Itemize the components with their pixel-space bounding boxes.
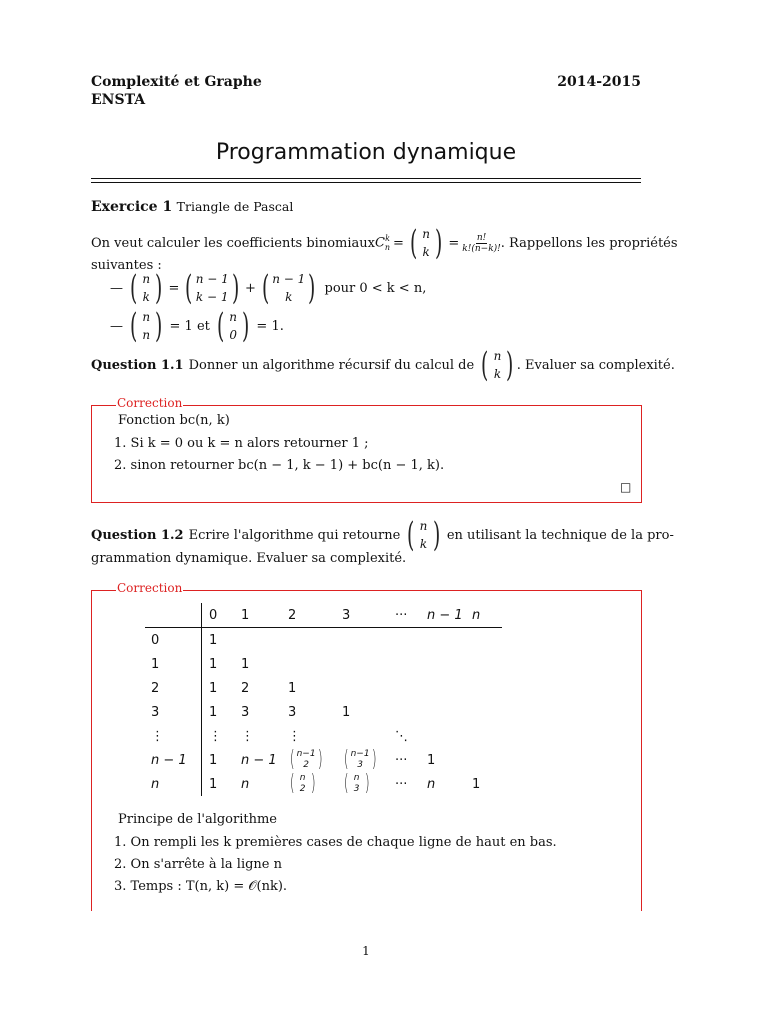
exercise-heading bbox=[91, 199, 293, 215]
row-label: n bbox=[145, 772, 202, 796]
table-cell: 1 bbox=[427, 752, 436, 768]
exercise-subtitle: Triangle de Pascal bbox=[176, 199, 294, 214]
table-cell bbox=[388, 652, 420, 676]
table-cell bbox=[281, 652, 335, 676]
question-1-1-label: Question 1.1 bbox=[91, 357, 184, 373]
row-label: n − 1 bbox=[145, 748, 202, 772]
intro-line-2: suivantes : bbox=[91, 258, 162, 273]
table-header-cell: 3 bbox=[335, 603, 388, 628]
intro-line: On veut calculer les coefficients binomiaux $C_n^k$ = ( n k ) = $\frac{n!}{k!(n-k)!}$ . Rappellons les propriétés bbox=[91, 223, 678, 263]
correction-1-steps bbox=[114, 433, 444, 477]
table-cell bbox=[465, 748, 502, 772]
table-cell bbox=[234, 628, 281, 653]
table-header-cell: n − 1 bbox=[420, 603, 465, 628]
intro-text: On veut calculer les coefficients binomiaux bbox=[91, 235, 375, 251]
table-cell: 3 bbox=[241, 704, 250, 720]
table-row bbox=[145, 724, 502, 748]
table-cell-binomial: ( n−1 3 ) bbox=[343, 747, 377, 772]
table-cell: 2 bbox=[241, 680, 250, 696]
row-label: 0 bbox=[145, 628, 202, 653]
correction-label-1: Correction bbox=[117, 396, 183, 410]
table-cell bbox=[465, 724, 502, 748]
table-cell-binomial: ( n−1 2 ) bbox=[289, 747, 323, 772]
question-1-2-text: Ecrire l'algorithme qui retourne bbox=[188, 527, 401, 543]
table-cell: ⋮ bbox=[288, 728, 301, 744]
table-row bbox=[145, 676, 502, 700]
intro-text-end: . Rappellons les propriétés bbox=[500, 235, 678, 251]
property-2-end: = 1. bbox=[256, 318, 284, 334]
table-cell: ⋮ bbox=[209, 728, 222, 744]
table-cell-binomial: ( n 2 ) bbox=[289, 771, 316, 796]
question-1-1: Question 1.1 Donner un algorithme récursif du calcul de ( n k ) . Evaluer sa complexité. bbox=[91, 345, 675, 385]
table-cell: ··· bbox=[395, 752, 408, 768]
table-header-cell: ··· bbox=[388, 603, 420, 628]
qed-symbol: □ bbox=[620, 480, 632, 494]
title-rule-bottom bbox=[91, 182, 641, 183]
function-signature: Fonction bc(n, k) bbox=[118, 413, 230, 428]
principle-step: 1. On rempli les k premières cases de chaque ligne de haut en bas. bbox=[114, 835, 557, 850]
table-cell bbox=[335, 676, 388, 700]
table-cell bbox=[420, 724, 465, 748]
table-cell bbox=[420, 676, 465, 700]
page-title: Programmation dynamique bbox=[215, 140, 517, 165]
property-1: — ( n k ) = ( n − 1 k − 1 ) + ( n − 1 k ) pour 0 < k < n, bbox=[110, 268, 427, 308]
table-cell: 1 bbox=[241, 656, 250, 672]
table-cell: ⋱ bbox=[395, 728, 408, 744]
property-2-middle: = 1 et bbox=[169, 318, 210, 334]
table-cell bbox=[335, 628, 388, 653]
table-cell: 1 bbox=[342, 704, 351, 720]
binomial-notation: $C_n^k$ bbox=[374, 234, 391, 252]
binomial-n-k: ( n k ) bbox=[409, 223, 443, 263]
pascal-table bbox=[145, 603, 502, 796]
table-cell bbox=[388, 676, 420, 700]
pascal-table-wrap bbox=[145, 603, 502, 796]
question-1-2-end: en utilisant la technique de la pro- bbox=[446, 527, 674, 543]
principle-step: 3. Temps : T(n, k) = 𝒪(nk). bbox=[114, 879, 288, 894]
question-1-2: Question 1.2 Ecrire l'algorithme qui retourne ( n k ) en utilisant la technique de la pro- bbox=[91, 515, 674, 555]
table-row bbox=[145, 748, 502, 772]
table-cell: 1 bbox=[209, 704, 218, 720]
table-cell: ··· bbox=[395, 776, 408, 792]
principle-step: 2. On s'arrête à la ligne n bbox=[114, 857, 282, 872]
table-cell: 1 bbox=[472, 776, 481, 792]
table-cell bbox=[465, 628, 502, 653]
table-header-cell: n bbox=[465, 603, 502, 628]
question-1-1-end: . Evaluer sa complexité. bbox=[516, 357, 675, 373]
table-cell: n bbox=[241, 776, 250, 792]
course-name: Complexité et Graphe bbox=[91, 74, 262, 90]
property-1-condition: pour 0 < k < n, bbox=[324, 280, 427, 296]
table-cell: 1 bbox=[209, 752, 218, 768]
table-cell bbox=[335, 724, 388, 748]
row-label: 1 bbox=[145, 652, 202, 676]
table-cell bbox=[420, 700, 465, 724]
table-cell bbox=[420, 652, 465, 676]
table-header-cell: 2 bbox=[281, 603, 335, 628]
question-1-1-text: Donner un algorithme récursif du calcul de bbox=[188, 357, 475, 373]
row-label: ⋮ bbox=[145, 724, 202, 748]
property-2: — ( n n ) = 1 et ( n 0 ) = 1. bbox=[110, 306, 284, 346]
table-cell: 1 bbox=[209, 680, 218, 696]
principle-steps bbox=[114, 832, 557, 898]
table-cell bbox=[388, 628, 420, 653]
school-name: ENSTA bbox=[91, 92, 146, 108]
title-rule-top bbox=[91, 178, 641, 179]
table-cell bbox=[465, 652, 502, 676]
exercise-label: Exercice 1 bbox=[91, 199, 173, 215]
table-cell: ⋮ bbox=[241, 728, 254, 744]
table-header-cell: 0 bbox=[202, 603, 235, 628]
table-cell bbox=[465, 676, 502, 700]
table-cell: 1 bbox=[209, 632, 218, 648]
table-cell bbox=[420, 628, 465, 653]
table-cell: 1 bbox=[209, 776, 218, 792]
question-1-2-label: Question 1.2 bbox=[91, 527, 184, 543]
table-cell-binomial: ( n 3 ) bbox=[343, 771, 370, 796]
principle-title: Principe de l'algorithme bbox=[118, 812, 278, 827]
row-label: 2 bbox=[145, 676, 202, 700]
page-number: 1 bbox=[362, 944, 370, 958]
correction-1-step: 1. Si k = 0 ou k = n alors retourner 1 ; bbox=[114, 436, 369, 451]
table-cell bbox=[335, 652, 388, 676]
table-row bbox=[145, 628, 502, 653]
table-row bbox=[145, 700, 502, 724]
table-cell: 1 bbox=[209, 656, 218, 672]
table-row bbox=[145, 772, 502, 796]
academic-year: 2014-2015 bbox=[557, 74, 641, 90]
table-header-row bbox=[145, 603, 502, 628]
table-cell: n bbox=[427, 776, 436, 792]
table-cell: n − 1 bbox=[241, 752, 277, 768]
factorial-fraction: $\frac{n!}{k!(n-k)!}$ bbox=[462, 232, 501, 254]
table-cell bbox=[281, 628, 335, 653]
row-label: 3 bbox=[145, 700, 202, 724]
table-row bbox=[145, 652, 502, 676]
correction-label-2: Correction bbox=[117, 581, 183, 595]
table-header-cell: 1 bbox=[234, 603, 281, 628]
table-cell: 3 bbox=[288, 704, 297, 720]
table-cell bbox=[388, 700, 420, 724]
table-cell bbox=[465, 700, 502, 724]
table-cell: 1 bbox=[288, 680, 297, 696]
correction-1-step: 2. sinon retourner bc(n − 1, k − 1) + bc(n − 1, k). bbox=[114, 458, 445, 473]
question-1-2-line-2: grammation dynamique. Evaluer sa complexité. bbox=[91, 551, 407, 566]
